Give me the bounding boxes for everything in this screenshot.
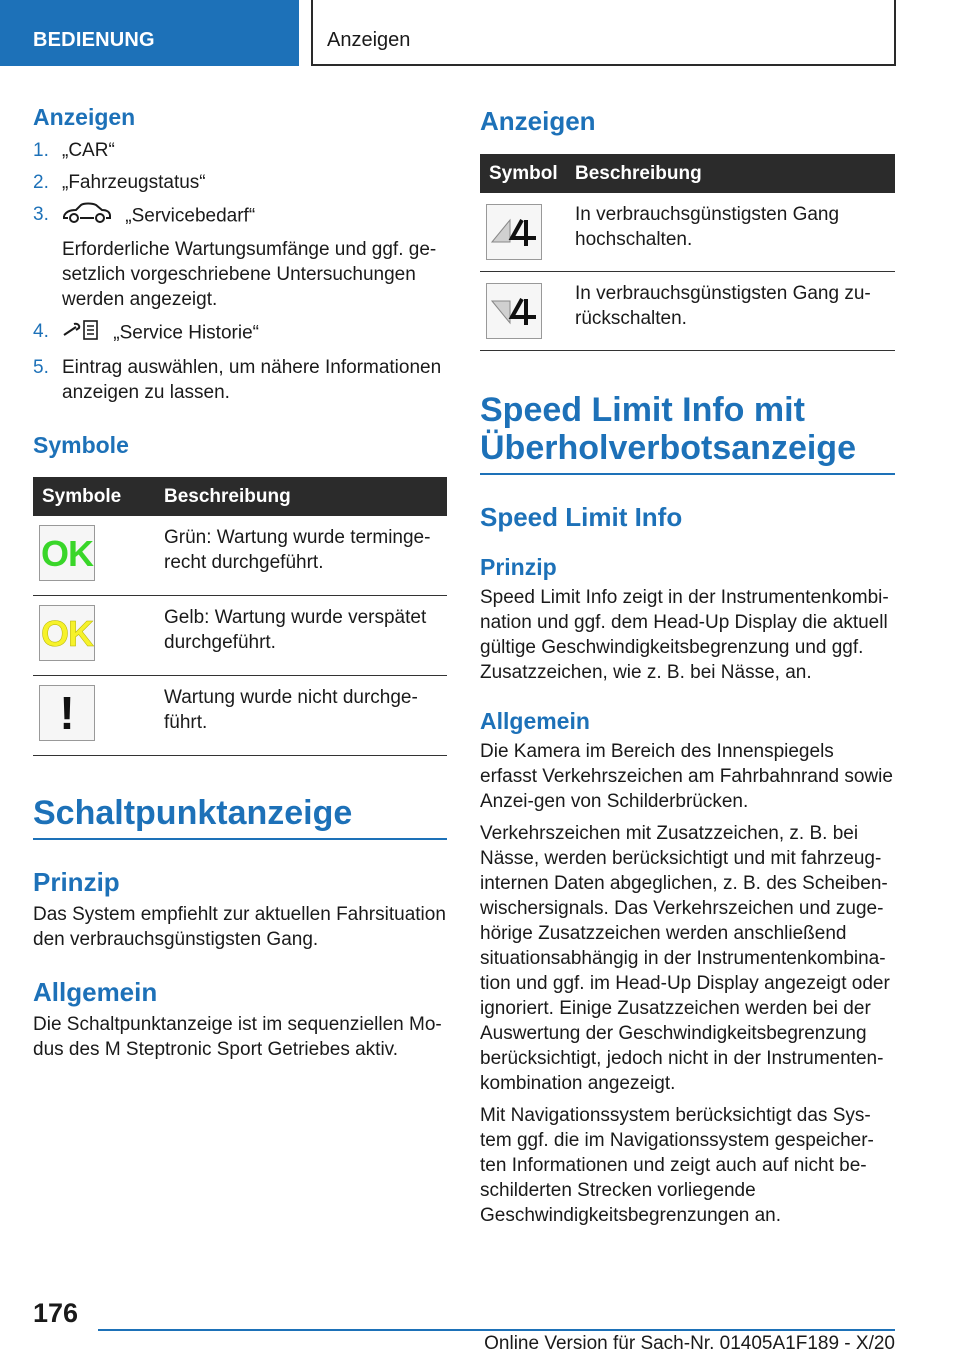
service-history-icon [62, 319, 100, 348]
car-icon [62, 202, 112, 231]
anzeigen-table [480, 154, 895, 351]
step-text: „Service Historie“ [113, 322, 259, 344]
schaltpunkt-heading: Schaltpunktanzeige [33, 794, 447, 840]
ok-yellow-symbol: OK [41, 612, 93, 654]
list-item [33, 319, 447, 348]
footer-note: Online Version für Sach-Nr. 01405A1F189 - X/20 [484, 1333, 895, 1354]
list-item [33, 202, 447, 312]
ok-green-symbol: OK [41, 532, 93, 574]
step-text: „Servicebedarf“ [125, 205, 256, 227]
steps-list [33, 138, 447, 405]
step-description: Erforderliche Wartungsumfänge und ggf. ge-setzlich vorgeschriebene Untersuchungen werden angezeigt. [62, 239, 437, 310]
description-cell: Wartung wurde nicht durchge-führt. [155, 676, 447, 756]
allgemein-heading: Allgemein [33, 977, 158, 1007]
symbol-cell [33, 596, 155, 676]
step-text: Eintrag auswählen, um nähere Informationen anzeigen zu lassen. [62, 357, 442, 403]
gear-down-icon [486, 283, 542, 339]
gear-up-icon [486, 204, 542, 260]
step-number: 3. [33, 204, 49, 225]
table-header-row [33, 477, 447, 516]
section-tab: BEDIENUNG [0, 0, 299, 66]
table-row [33, 596, 447, 676]
description-cell: In verbrauchsgünstigsten Gang hochschalten. [566, 193, 895, 272]
description-cell: Gelb: Wartung wurde verspätet durchgeführt. [155, 596, 447, 676]
step-number: 5. [33, 357, 49, 378]
symbol-cell [480, 193, 566, 272]
exclamation-icon [39, 685, 95, 741]
column-header: Beschreibung [566, 154, 895, 193]
list-item [33, 138, 447, 163]
step-text: „Fahrzeugstatus“ [62, 172, 206, 193]
page-number: 176 [33, 1298, 79, 1328]
step-number: 2. [33, 172, 49, 193]
allgemein-heading-right: Allgemein [480, 708, 590, 734]
allgemein-paragraph: Mit Navigationssystem berücksichtigt das Sys-tem ggf. die im Navigationssystem gespeicher-ten Informationen und zeigt auch auf nicht be-schilderten Strecken vorliegende Geschwindigkeitsbegrenzungen an. [480, 1105, 874, 1226]
exclamation-symbol: ! [59, 686, 75, 739]
symbole-heading: Symbole [33, 432, 129, 458]
symbol-cell [33, 516, 155, 596]
description-cell: In verbrauchsgünstigsten Gang zu-rückschalten. [566, 272, 895, 351]
footer-divider [98, 1329, 895, 1331]
allgemein-paragraph: Die Kamera im Bereich des Innenspiegels erfasst Verkehrszeichen am Fahrbahnrand sowie Anzei-gen von Schilderbrücken. [480, 741, 893, 812]
speed-limit-subheading: Speed Limit Info [480, 502, 683, 532]
allgemein-paragraph: Verkehrszeichen mit Zusatzzeichen, z. B. bei Nässe, werden berücksichtigt und mit fahrzeug-internen Daten abgeglichen, z. B. des Scheiben-wischersignals. Das Verkehrszeichen und zuge-hörige Zusatzzeichen werden anschließend situationsabhängig in der Instrumentenkombina-tion und ggf. im Head-Up Display angezeigt oder ignoriert. Einige Zusatzzeichen werden bei der Auswertung der Geschwindigkeitsbegrenzung berücksichtigt, jedoch nicht in der Instrumenten-kombination angezeigt. [480, 823, 890, 1094]
symbol-cell [33, 676, 155, 756]
column-header: Beschreibung [155, 477, 447, 516]
anzeigen-heading-right: Anzeigen [480, 106, 596, 136]
step-number: 4. [33, 321, 49, 342]
table-header-row [480, 154, 895, 193]
symbole-table [33, 477, 447, 756]
prinzip-heading-right: Prinzip [480, 554, 557, 580]
prinzip-text: Das System empfiehlt zur aktuellen Fahrsituation den verbrauchsgünstigsten Gang. [33, 904, 446, 950]
left-column [33, 96, 447, 1062]
description-cell: Grün: Wartung wurde terminge-recht durchgeführt. [155, 516, 447, 596]
speed-limit-heading: Speed Limit Info mit Überholverbotsanzeige [480, 391, 895, 475]
allgemein-text: Die Schaltpunktanzeige ist im sequenziellen Mo-dus des M Steptronic Sport Getriebes aktiv. [33, 1014, 442, 1060]
list-item [33, 355, 447, 405]
ok-yellow-icon [39, 605, 95, 661]
right-column [480, 96, 895, 1228]
symbol-cell [480, 272, 566, 351]
page-header [0, 0, 960, 66]
column-header: Symbole [33, 477, 155, 516]
table-row [480, 272, 895, 351]
list-item [33, 170, 447, 195]
column-header: Symbol [480, 154, 566, 193]
chapter-title: Anzeigen [311, 0, 896, 66]
table-row [33, 676, 447, 756]
prinzip-text-right: Speed Limit Info zeigt in der Instrumentenkombi-nation und ggf. dem Head-Up Display die aktuell gültige Geschwindigkeitsbegrenzung und ggf. Zusatzzeichen, wie z. B. bei Nässe, an. [480, 587, 889, 683]
step-text: „CAR“ [62, 140, 115, 161]
table-row [33, 516, 447, 596]
anzeigen-heading: Anzeigen [33, 104, 136, 130]
ok-green-icon [39, 525, 95, 581]
prinzip-heading: Prinzip [33, 867, 120, 897]
table-row [480, 193, 895, 272]
step-number: 1. [33, 140, 49, 161]
